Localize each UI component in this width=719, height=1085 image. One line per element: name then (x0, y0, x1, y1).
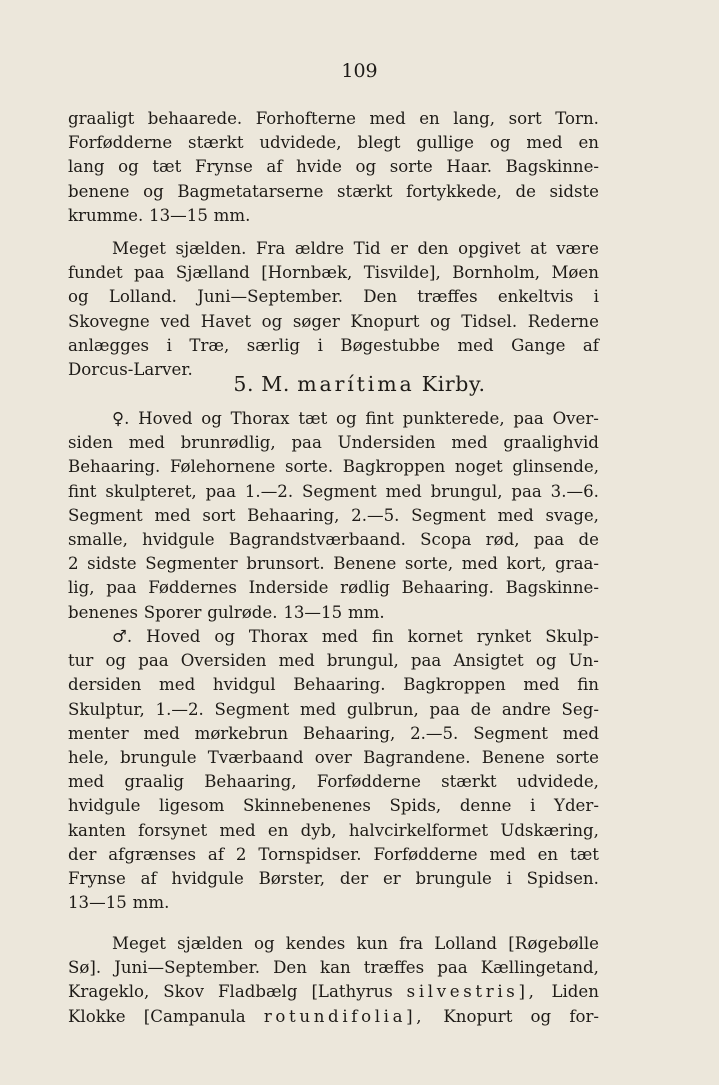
species-author: Kirby. (421, 372, 486, 396)
paragraph-female-description: ♀. Hoved og Thorax tæt og fint punkterede, paa Over- siden med brunrødlig, paa Undersiden med graalighvid Behaaring. Følehornene sorte. Bagkroppen noget glinsende, fint skulpteret, paa 1.—2. Segment med brungul, paa 3.—6. Segment med sort Behaaring, 2.—5. Segment med svage, smalle, hvidgule Bagrandstværbaand. Scopa rød, paa de 2 sidste Segmenter brunsort. Benene sorte, med kort, graa- lig, paa Føddernes Inderside rødlig Behaaring. Bagskinne- benenes Sporer gulrøde. 13—15 mm. (68, 409, 599, 622)
paragraph-continuation: graaligt behaarede. Forhofterne med en lang, sort Torn. Forfødderne stærkt udvidede, blegt gullige og med en lang og tæt Frynse af hvide og sorte Haar. Bagskinne- benene og Bagmetatarserne stærkt fortykkede, de sidste krumme. 13—15 mm. (68, 109, 599, 225)
paragraph-occurrence: Meget sjælden. Fra ældre Tid er den opgivet at være fundet paa Sjælland [Hornbæk, Tisvilde], Bornholm, Møen og Lolland. Juni—September. Den træffes enkeltvis i Skovegne ved Havet og søger Knopurt og Tidsel. Rederne anlægges i Træ, særlig i Bøgestubbe med Gange af Dorcus-Larver. (68, 239, 599, 379)
species-heading (0, 372, 719, 396)
paragraph-male-description: ♂. Hoved og Thorax med fin kornet rynket Skulp- tur og paa Oversiden med brungul, paa Ansigtet og Un- dersiden med hvidgul Behaaring. Bagkroppen med fin Skulptur, 1.—2. Segment med gulbrun, paa de andre Seg- menter med mørkebrun Behaaring, 2.—5. Segment med hele, brungule Tværbaand over Bagrandene. Benene sorte med graalig Behaaring, Forfødderne stærkt udvidede, hvidgule ligesom Skinnebenenes Spids, denne i Yder- kanten forsynet med en dyb, halvcirkelformet Udskæring, der afgrænses af 2 Tornspidser. Forfødderne med en tæt Frynse af hvidgule Børster, der er brungule i Spidsen. 13—15 mm. (68, 627, 599, 913)
species-number: 5. M. (233, 372, 291, 396)
page-number: 109 (341, 60, 378, 82)
paragraph-distribution: Meget sjælden og kendes kun fra Lolland [Røgebølle Sø]. Juni—September. Den kan træffes paa Kællingetand, Krageklo, Skov Fladbælg [Lathyrus silvestris], Liden Klokke [Campanula rotundifolia], Knopurt og for- (68, 934, 599, 1026)
species-name: marítima (297, 372, 415, 396)
